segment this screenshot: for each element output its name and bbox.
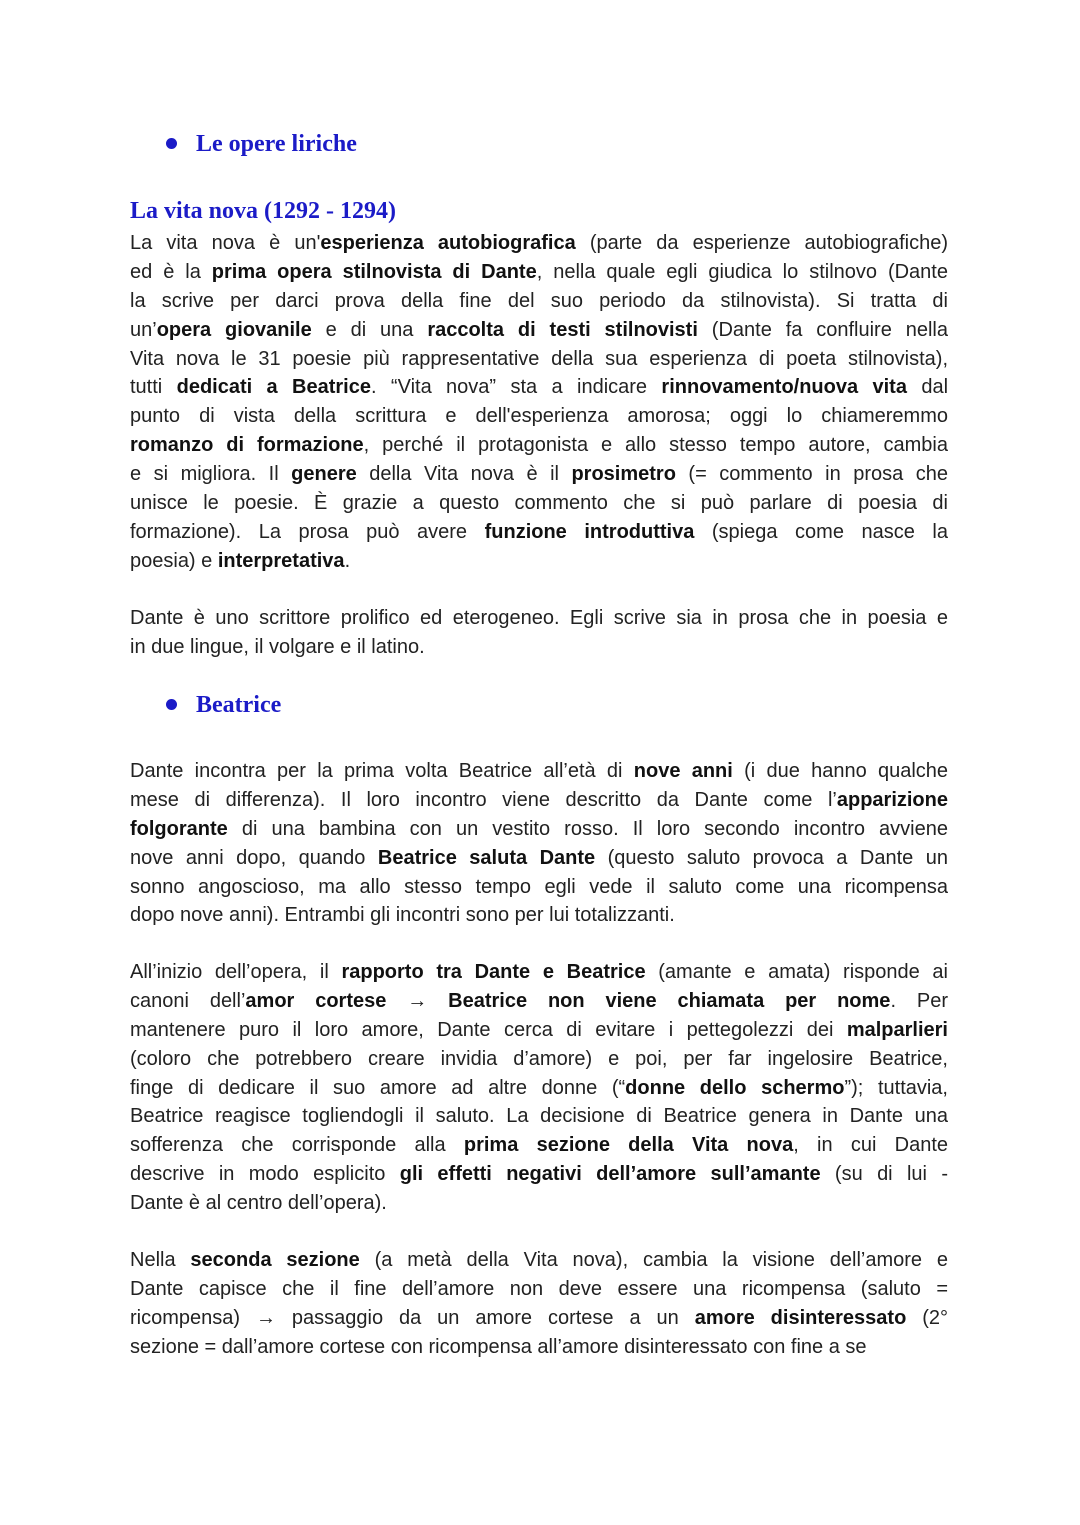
bold-text: amore disinteressato: [694, 1306, 907, 1329]
text-line: [130, 844, 948, 873]
text-run: , nella quale egli giudica lo stilnovo (Dante: [536, 260, 948, 283]
text-run: (coloro che potrebbero creare invidia d’amore) e poi, per far ingelosire Beatrice,: [130, 1047, 948, 1070]
bold-text: esperienza autobiografica: [320, 232, 576, 254]
text-run: e si migliora. Il: [130, 463, 292, 486]
text-line: [130, 1333, 948, 1362]
text-line: [130, 518, 948, 547]
text-line: [130, 958, 948, 987]
text-line: [130, 1160, 948, 1189]
bold-text: prosimetro: [571, 463, 676, 486]
text-run: mantenere puro il loro amore, Dante cerca di evitare i pettegolezzi dei: [130, 1018, 847, 1041]
bold-text: amor cortese: [245, 989, 387, 1012]
section-heading-text: Le opere liriche: [196, 131, 357, 157]
text-run: (= commento in prosa che: [675, 463, 948, 486]
bold-text: prima opera stilnovista di Dante: [211, 260, 537, 283]
text-run: Nella: [130, 1249, 191, 1271]
bold-text: seconda sezione: [190, 1249, 360, 1271]
text-line: [130, 1246, 948, 1275]
text-line: [130, 1304, 948, 1333]
text-run: .: [344, 549, 351, 572]
text-run: la scrive per darci prova della fine del suo periodo da stilnovista). Si tratta di: [130, 289, 948, 312]
bold-text: apparizione: [836, 788, 948, 811]
text-line: [130, 987, 948, 1016]
text-run: (i due hanno qualche: [732, 760, 949, 782]
text-line: [130, 287, 948, 316]
text-line: [130, 1189, 948, 1218]
text-run: poesia) e: [130, 549, 218, 572]
text-run: (parte da esperienze autobiografiche): [575, 232, 948, 254]
bold-text: interpretativa: [217, 549, 345, 572]
text-run: . “Vita nova” sta a indicare: [371, 376, 662, 399]
bold-text: opera giovanile: [156, 318, 312, 341]
text-run: canoni dell’: [130, 989, 246, 1012]
text-line: [130, 316, 948, 345]
bold-text: rinnovamento/nuova vita: [661, 376, 907, 399]
text-line: [130, 431, 948, 460]
text-run: ed è la: [130, 260, 212, 283]
text-line: [130, 229, 948, 258]
paragraph-dante-prolifico: [130, 604, 948, 662]
text-line: [130, 1074, 948, 1103]
text-line: [130, 460, 948, 489]
text-line: [130, 815, 948, 844]
text-run: nove anni dopo, quando: [130, 846, 378, 869]
section-heading-opere-liriche: [166, 131, 357, 158]
bold-text: rapporto tra Dante e Beatrice: [341, 961, 646, 983]
text-run: sofferenza che corrisponde alla: [130, 1134, 464, 1157]
text-run: sezione = dall’amore cortese con ricompensa all’amore disinteressato con fine a se: [130, 1335, 867, 1358]
text-line: [130, 489, 948, 518]
bold-text: romanzo di formazione: [130, 434, 364, 457]
text-line: [130, 901, 948, 930]
text-run: in due lingue, il volgare e il latino.: [130, 635, 425, 658]
bold-text: Beatrice non viene chiamata per nome: [448, 989, 891, 1012]
bold-text: funzione introduttiva: [484, 520, 695, 543]
text-line: [130, 786, 948, 815]
text-run: (spiega come nasce la: [694, 520, 948, 543]
text-run: tutti: [130, 376, 177, 399]
text-run: Dante è uno scrittore prolifico ed eterogeneo. Egli scrive sia in prosa che in poesia e: [130, 607, 948, 629]
text-run: La vita nova è un': [130, 232, 321, 254]
text-run: finge di dedicare il suo amore ad altre donne (“: [130, 1076, 626, 1099]
text-run: Vita nova le 31 poesie più rappresentative della sua esperienza di poeta stilnovista),: [130, 347, 948, 370]
text-run: di una bambina con un vestito rosso. Il loro secondo incontro avviene: [227, 817, 948, 840]
text-run: Beatrice reagisce togliendogli il saluto. La decisione di Beatrice genera in Dante una: [130, 1105, 948, 1128]
text-run: descrive in modo esplicito: [130, 1163, 400, 1186]
text-run: e di una: [311, 318, 428, 341]
bold-text: malparlieri: [846, 1018, 948, 1041]
text-line: [130, 345, 948, 374]
text-run: →: [386, 989, 449, 1012]
bullet-icon: [166, 138, 177, 149]
paragraph-amor-cortese: [130, 958, 948, 1218]
text-run: ricompensa) → passaggio da un amore cortese a un: [130, 1306, 695, 1329]
text-line: [130, 402, 948, 431]
text-run: sonno angoscioso, ma allo stesso tempo egli vede il saluto come una ricompensa: [130, 875, 948, 898]
text-run: (a metà della Vita nova), cambia la visione dell’amore e: [359, 1249, 948, 1271]
bold-text: prima sezione della Vita nova: [463, 1134, 794, 1157]
text-run: punto di vista della scrittura e dell'esperienza amorosa; oggi lo chiameremmo: [130, 405, 948, 428]
paragraph-seconda-sezione: [130, 1246, 948, 1362]
bold-text: Beatrice saluta Dante: [377, 846, 596, 869]
text-run: dal: [906, 376, 949, 399]
bold-text: raccolta di testi stilnovisti: [427, 318, 698, 341]
bold-text: nove anni: [633, 760, 733, 782]
section-heading-beatrice: [166, 692, 281, 719]
text-run: Dante è al centro dell’opera).: [130, 1192, 387, 1215]
text-run: , perché il protagonista e allo stesso tempo autore, cambia: [363, 434, 948, 457]
text-run: formazione). La prosa può avere: [130, 520, 485, 543]
bold-text: donne dello schermo: [625, 1076, 845, 1099]
text-run: Dante capisce che il fine dell’amore non deve essere una ricompensa (saluto =: [130, 1277, 948, 1300]
text-line: [130, 757, 948, 786]
text-run: . Per: [890, 989, 948, 1012]
text-run: ”); tuttavia,: [844, 1076, 948, 1099]
text-line: [130, 1131, 948, 1160]
text-run: dopo nove anni). Entrambi gli incontri sono per lui totalizzanti.: [130, 904, 675, 927]
bold-text: folgorante: [130, 817, 228, 840]
text-line: [130, 1016, 948, 1045]
bullet-icon: [166, 699, 177, 710]
text-line: [130, 1102, 948, 1131]
text-line: [130, 547, 948, 576]
text-line: [130, 873, 948, 902]
section-heading-text: Beatrice: [196, 692, 282, 718]
text-line: [130, 373, 948, 402]
text-line: [130, 1275, 948, 1304]
text-line: [130, 1045, 948, 1074]
text-line: [130, 604, 948, 633]
text-run: mese di differenza). Il loro incontro viene descritto da Dante come l’: [130, 788, 837, 811]
text-line: [130, 258, 948, 287]
bold-text: gli effetti negativi dell’amore sull’amante: [399, 1163, 821, 1186]
bold-text: dedicati a Beatrice: [176, 376, 371, 399]
text-run: (amante e amata) risponde ai: [645, 961, 948, 983]
text-run: , in cui Dante: [793, 1134, 949, 1157]
text-run: (Dante fa confluire nella: [697, 318, 948, 341]
text-line: [130, 633, 948, 662]
text-run: della Vita nova è il: [356, 463, 572, 486]
paragraph-incontro-beatrice: [130, 757, 948, 930]
paragraph-vita-nova: [130, 229, 948, 576]
text-run: (su di lui -: [820, 1163, 949, 1186]
text-run: unisce le poesie. È grazie a questo commento che si può parlare di poesia di: [130, 492, 948, 515]
text-run: (questo saluto provoca a Dante un: [595, 846, 948, 869]
vita-nova-heading: La vita nova (1292 - 1294): [130, 198, 396, 224]
text-run: (2°: [906, 1306, 948, 1329]
bold-text: genere: [291, 463, 357, 486]
text-run: All’inizio dell’opera, il: [130, 961, 342, 983]
text-run: Dante incontra per la prima volta Beatrice all’età di: [130, 760, 634, 782]
text-run: un’: [130, 318, 157, 341]
